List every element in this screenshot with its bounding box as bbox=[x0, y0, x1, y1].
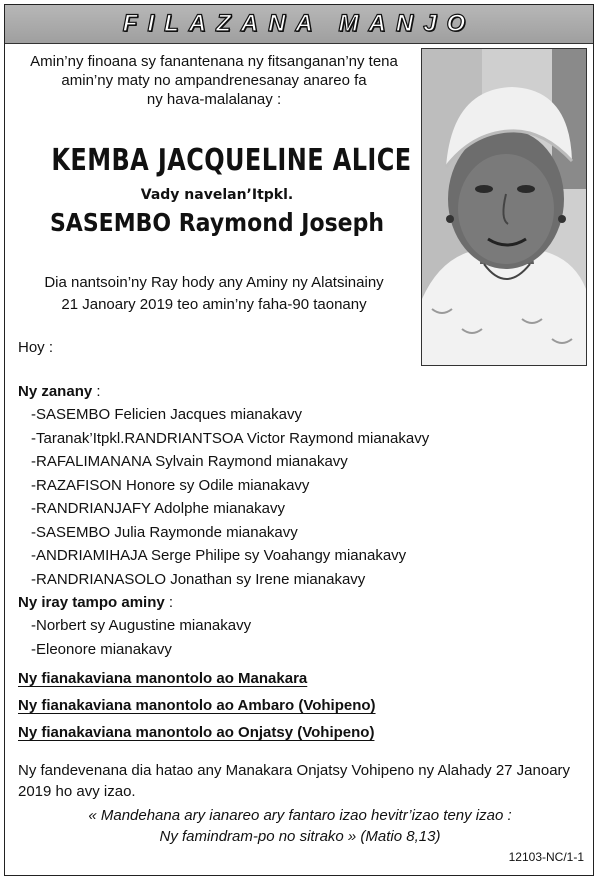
children-heading-colon: : bbox=[92, 383, 101, 400]
list-item: -RAZAFISON Honore sy Odile mianakavy bbox=[31, 476, 310, 494]
family-line bbox=[18, 694, 376, 721]
list-item: -ANDRIAMIHAJA Serge Philipe sy Voahangy mianakavy bbox=[31, 547, 407, 564]
siblings-heading bbox=[18, 591, 588, 614]
hoy-label: Hoy : bbox=[18, 339, 54, 356]
list-item: -Norbert sy Augustine mianakavy bbox=[31, 617, 252, 634]
funeral-info: Ny fandevenana dia hatao any Manakara Onjatsy Vohipeno ny Alahady 27 Janoary 2019 ho avy izao. bbox=[18, 762, 571, 800]
spouse-name: SASEMBO Raymond Joseph bbox=[49, 208, 385, 237]
intro-line: amin’ny maty no ampandrenesanay anareo fa bbox=[61, 72, 367, 89]
family-line bbox=[18, 721, 376, 748]
list-item: -SASEMBO Felicien Jacques mianakavy bbox=[31, 406, 302, 423]
quote-line: « Mandehana ary ianareo ary fantaro izao hevitr’izao teny izao : bbox=[88, 807, 512, 824]
quote-line: Ny famindram-po no sitrako » (Matio 8,13) bbox=[159, 828, 441, 845]
list-item: -RAFALIMANANA Sylvain Raymond mianakavy bbox=[31, 453, 348, 470]
list-item: -RANDRIANASOLO Jonathan sy Irene mianakavy bbox=[31, 570, 366, 588]
bible-quote bbox=[40, 805, 560, 847]
siblings-heading-text: Ny iray tampo aminy bbox=[18, 594, 165, 611]
children-heading-text: Ny zanany bbox=[18, 383, 93, 400]
list-item: -SASEMBO Julia Raymonde mianakavy bbox=[31, 523, 298, 541]
list-item: -RANDRIANJAFY Adolphe mianakavy bbox=[31, 500, 285, 517]
death-notice bbox=[14, 272, 414, 316]
extended-family bbox=[18, 667, 376, 748]
portrait-photo bbox=[421, 48, 587, 366]
family-line-text: Ny fianakaviana manontolo ao Manakara bbox=[18, 670, 308, 687]
siblings-heading-colon: : bbox=[164, 594, 174, 611]
notice-title: FILAZANA MANJO bbox=[122, 10, 476, 37]
family-line-text: Ny fianakaviana manontolo ao Ambaro (Vohipeno) bbox=[18, 697, 376, 714]
intro-text bbox=[14, 52, 414, 109]
list-item: -Taranak’Itpkl.RANDRIANTSOA Victor Raymond mianakavy bbox=[31, 429, 430, 447]
family-line-text: Ny fianakaviana manontolo ao Onjatsy (Vohipeno) bbox=[18, 724, 375, 741]
notice-header bbox=[5, 5, 593, 44]
intro-line: ny hava-malalanay : bbox=[146, 91, 282, 108]
children-heading bbox=[18, 380, 588, 403]
relation-label: Vady navelan’Itpkl. bbox=[140, 187, 294, 203]
deceased-name: KEMBA JACQUELINE ALICE bbox=[51, 143, 412, 178]
death-line: 21 Janoary 2019 teo amin’ny faha-90 taonany bbox=[61, 296, 367, 313]
reference-code: 12103-NC/1-1 bbox=[508, 850, 584, 864]
death-line: Dia nantsoin’ny Ray hody any Aminy ny Alatsinainy bbox=[44, 274, 384, 291]
list-item: -Eleonore mianakavy bbox=[31, 640, 172, 658]
intro-line: Amin’ny finoana sy fanantenana ny fitsanganan’ny tena bbox=[30, 53, 398, 70]
family-line bbox=[18, 667, 376, 694]
family-list bbox=[18, 380, 588, 661]
